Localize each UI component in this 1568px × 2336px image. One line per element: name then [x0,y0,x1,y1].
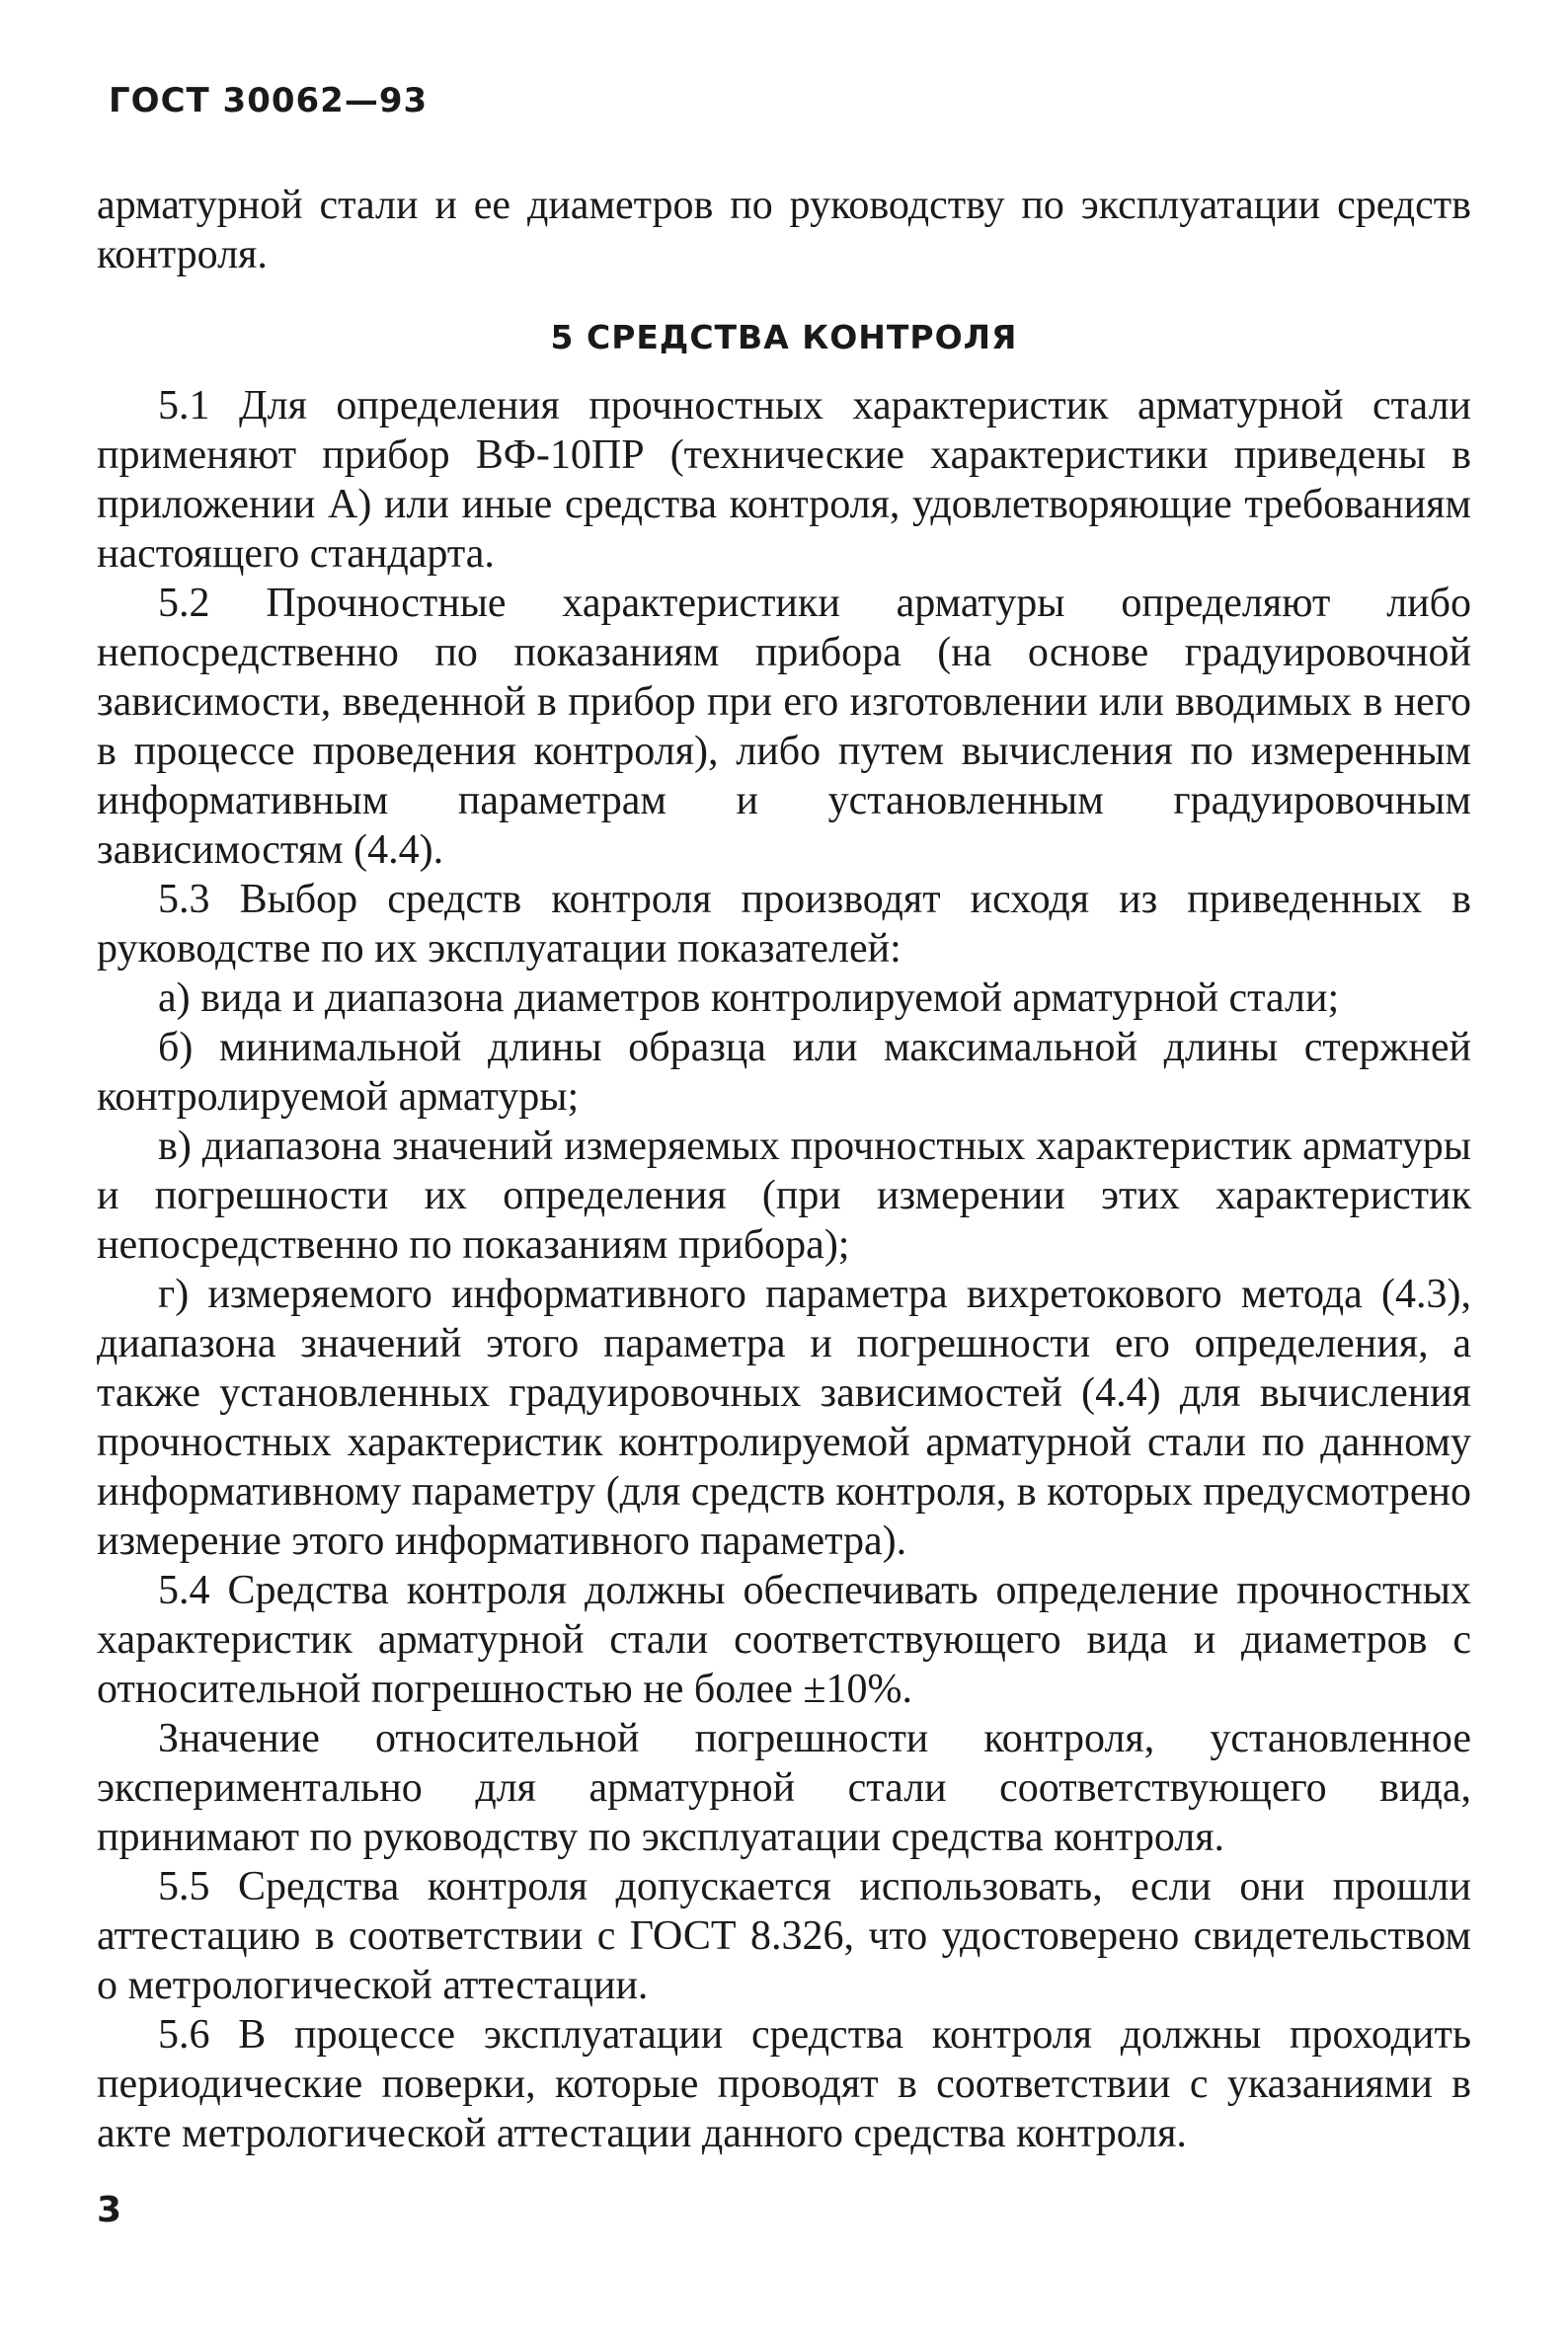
paragraph-5-5: 5.5 Средства контроля допускается использовать, если они прошли аттестацию в соответствии с ГОСТ 8.326, что удостоверено свидетельством о метрологической аттестации. [97,1864,1471,2008]
intro-continuation-text: арматурной стали и ее диаметров по руководству по эксплуатации средств контроля. [97,183,1471,277]
paragraph-5-3: 5.3 Выбор средств контроля производят исходя из приведенных в руководстве по их эксплуатации показателей: [97,877,1471,972]
list-item-v: в) диапазона значений измеряемых прочностных характеристик арматуры и погрешности их определения (при измерении этих характеристик непосредственно по показаниям прибора); [97,1124,1471,1268]
list-item-g: г) измеряемого информативного параметра вихретокового метода (4.3), диапазона значений этого параметра и погрешности его определения, а также установленных градуировочных зависимостей (4.4) для вычисления прочностных характеристик контролируемой арматурной стали по данному информативному параметру (для средств контроля, в которых предусмотрено измерение этого информативного параметра). [97,1272,1471,1564]
list-item-b: б) минимальной длины образца или максимальной длины стержней контролируемой арматуры; [97,1025,1471,1120]
list-item-a: а) вида и диапазона диаметров контролируемой арматурной стали; [158,975,1340,1021]
document-code-header: ГОСТ 30062—93 [109,81,429,120]
section-title: 5 СРЕДСТВА КОНТРОЛЯ [550,318,1018,356]
page-number: 3 [97,2190,122,2230]
section-body [97,381,1471,2158]
paragraph-5-4: 5.4 Средства контроля должны обеспечивать определение прочностных характеристик арматурной стали соответствующего вида и диаметров с относительной погрешностью не более ±10%. [97,1568,1471,1712]
paragraph-5-1: 5.1 Для определения прочностных характеристик арматурной стали применяют прибор ВФ-10ПР (технические характеристики приведены в приложении А) или иные средства контроля, удовлетворяющие требованиям настоящего стандарта. [97,383,1471,577]
paragraph-5-6: 5.6 В процессе эксплуатации средства контроля должны проходить периодические поверки, которые проводят в соответствии с указаниями в акте метрологической аттестации данного средства контроля. [97,2012,1471,2156]
paragraph-5-4-note: Значение относительной погрешности контроля, установленное экспериментально для арматурной стали соответствующего вида, принимают по руководству по эксплуатации средства контроля. [97,1716,1471,1860]
paragraph-5-2: 5.2 Прочностные характеристики арматуры определяют либо непосредственно по показаниям прибора (на основе градуировочной зависимости, введенной в прибор при его изготовлении или вводимых в него в процессе проведения контроля), либо путем вычисления по измеренным информативным параметрам и установленным градуировочным зависимостям (4.4). [97,581,1471,873]
